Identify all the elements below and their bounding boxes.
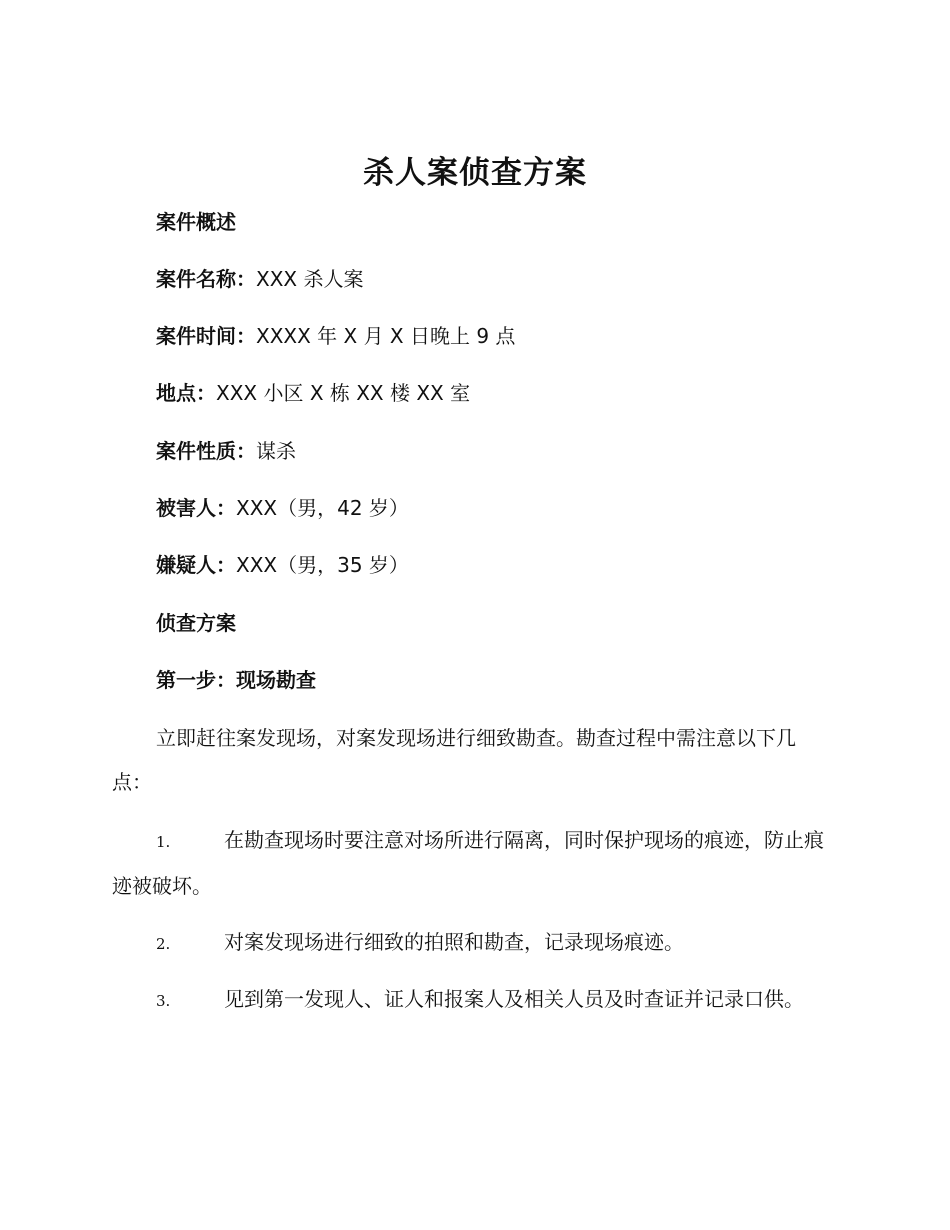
field-case-time xyxy=(156,321,515,351)
field-label: 被害人： xyxy=(156,496,236,520)
field-value: 谋杀 xyxy=(256,439,296,463)
field-value: XXX（男，42 岁） xyxy=(236,496,409,520)
step-intro-paragraph: 立即赶往案发现场，对案发现场进行细致勘查。勘查过程中需注意以下几点： xyxy=(112,726,796,794)
list-item-number: 1. xyxy=(156,833,171,851)
field-suspect xyxy=(156,550,409,580)
list-item xyxy=(112,977,834,1023)
field-value: XXX（男，35 岁） xyxy=(236,553,409,577)
field-case-nature xyxy=(156,436,296,466)
list-item-text: 对案发现场进行细致的拍照和勘查，记录现场痕迹。 xyxy=(224,930,684,954)
field-label: 案件名称： xyxy=(156,267,256,291)
field-value: XXX 小区 X 栋 XX 楼 XX 室 xyxy=(216,381,471,405)
list-item xyxy=(112,920,834,966)
field-victim xyxy=(156,493,409,523)
field-case-name xyxy=(156,264,363,294)
field-value: XXXX 年 X 月 X 日晚上 9 点 xyxy=(256,324,516,348)
field-value: XXX 杀人案 xyxy=(256,267,364,291)
list-item xyxy=(112,818,834,908)
field-label: 案件时间： xyxy=(156,324,256,348)
step-heading-1: 第一步：现场勘查 xyxy=(156,668,316,692)
document-title: 杀人案侦查方案 xyxy=(363,155,587,191)
field-location xyxy=(156,378,470,408)
list-item-text: 见到第一发现人、证人和报案人及相关人员及时查证并记录口供。 xyxy=(224,987,804,1011)
list-item-number: 3. xyxy=(156,992,171,1010)
list-item-text: 在勘查现场时要注意对场所进行隔离，同时保护现场的痕迹，防止痕迹被破坏。 xyxy=(112,828,824,898)
section-heading-plan: 侦查方案 xyxy=(156,611,236,635)
list-item-number: 2. xyxy=(156,935,171,953)
section-heading-overview: 案件概述 xyxy=(156,210,236,234)
field-label: 嫌疑人： xyxy=(156,553,236,577)
field-label: 地点： xyxy=(156,381,216,405)
field-label: 案件性质： xyxy=(156,439,256,463)
